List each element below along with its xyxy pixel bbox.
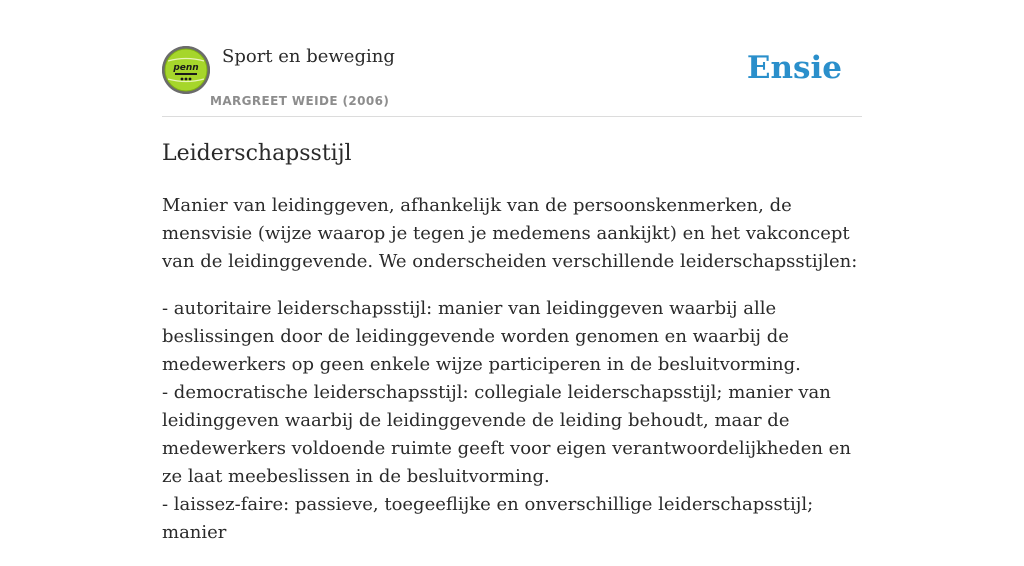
- dictionary-avatar[interactable]: [162, 46, 210, 94]
- definition-intro: Manier van leidinggeven, afhankelijk van de persoonskenmerken, de mensvisie (wijze waarop je tegen je medemens aankijkt) en het vakconcept van de leidinggevende. We onderscheiden verschillende leiderschapsstijlen:: [162, 195, 858, 272]
- dictionary-title-link[interactable]: Sport en beweging: [222, 46, 395, 67]
- definition-styles-list: - autoritaire leiderschapsstijl: manier van leidinggeven waarbij alle beslissingen door de leidinggevende worden genomen en waarbij de medewerkers op geen enkele wijze participeren in de besluitvorming. - democratische leiderschapsstijl: collegiale leiderschapsstijl; manier van leidinggeven waarbij de leidinggevende de leiding behoudt, maar de medewerkers voldoende ruimte geeft voor eigen verantwoordelijkheden en ze laat meebeslissen in de besluitvorming. - laissez-faire: passieve, toegeeflijke en onverschillige leiderschapsstijl; manier: [162, 298, 851, 543]
- dictionary-card: [162, 0, 862, 543]
- dictionary-header: [162, 0, 862, 117]
- definition-body: [162, 192, 862, 566]
- ensie-logo-link[interactable]: Ensie: [746, 50, 842, 86]
- term-title: Leiderschapsstijl: [162, 141, 352, 166]
- author-link[interactable]: MARGREET WEIDE (2006): [210, 94, 390, 108]
- tennis-ball-icon: [162, 46, 210, 94]
- avatar-logo-text: penn: [173, 63, 199, 73]
